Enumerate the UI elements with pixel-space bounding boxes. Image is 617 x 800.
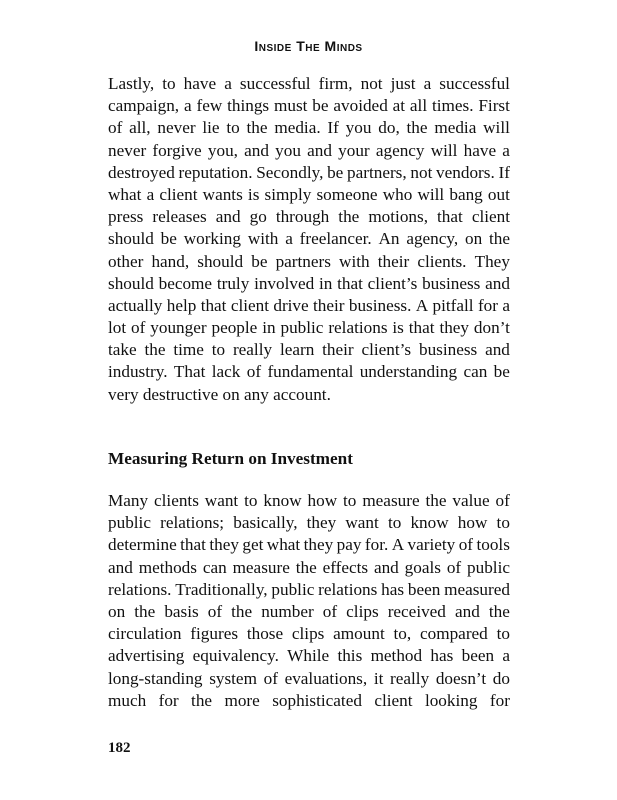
- word: tools: [476, 535, 510, 555]
- word: has: [430, 646, 454, 666]
- word: all: [409, 96, 428, 116]
- text-line: [108, 251, 510, 273]
- word: people: [211, 318, 258, 338]
- word: forgive: [152, 140, 202, 160]
- word: for: [489, 690, 510, 710]
- word: system: [209, 668, 257, 688]
- word: should: [108, 229, 154, 249]
- word: evaluations,: [284, 668, 368, 688]
- word: relations;: [160, 513, 225, 533]
- word: of: [446, 557, 462, 577]
- word: the: [488, 229, 510, 249]
- word: business: [422, 273, 481, 293]
- word: just: [390, 74, 416, 93]
- word: lack: [211, 362, 241, 382]
- word: be: [312, 96, 329, 116]
- word: things: [227, 96, 270, 116]
- word: at: [392, 96, 406, 116]
- word: must: [273, 96, 308, 116]
- word: has: [381, 579, 405, 599]
- word: methods: [138, 557, 197, 577]
- word: firm,: [318, 74, 353, 93]
- text-line: [108, 579, 510, 601]
- word: to,: [393, 624, 412, 644]
- word: they: [439, 318, 470, 338]
- word: have: [183, 74, 217, 93]
- word: relations: [318, 579, 378, 599]
- word: they: [303, 535, 334, 555]
- word: to: [244, 491, 258, 510]
- word: equivalency.: [192, 646, 279, 666]
- word: be: [160, 229, 177, 249]
- word: of: [131, 318, 146, 338]
- word: A: [391, 535, 405, 555]
- running-header: Inside The Minds: [254, 38, 363, 54]
- word: successful: [239, 74, 311, 93]
- word: received: [387, 601, 446, 621]
- word: on: [464, 229, 483, 249]
- word: client: [471, 207, 510, 227]
- word: not: [410, 162, 433, 182]
- text-line: [108, 273, 510, 295]
- word: the: [144, 340, 166, 360]
- word: a: [285, 229, 293, 249]
- word: A: [415, 295, 429, 315]
- word: should: [108, 273, 154, 293]
- word: involved: [254, 273, 315, 293]
- word: understanding: [359, 362, 458, 382]
- word: can: [463, 362, 488, 382]
- word: the: [134, 601, 156, 621]
- word: While: [287, 646, 330, 666]
- word: public: [271, 579, 315, 599]
- word: fundamental: [267, 362, 354, 382]
- word: through: [275, 207, 330, 227]
- word: you: [275, 140, 301, 160]
- word: that: [180, 535, 206, 555]
- word: those: [246, 624, 284, 644]
- word: and: [215, 207, 241, 227]
- word: want: [204, 491, 239, 510]
- word: long-standing: [108, 668, 203, 688]
- word: If: [498, 162, 510, 182]
- word: their: [377, 251, 410, 271]
- word: client’s: [367, 273, 418, 293]
- text-line: [108, 184, 510, 206]
- text-line: [108, 162, 510, 184]
- word: to: [226, 118, 240, 138]
- word: someone: [316, 184, 378, 204]
- word: clips: [291, 624, 325, 644]
- text-line: [108, 295, 510, 317]
- word: a: [423, 74, 432, 93]
- word: doesn’t: [435, 668, 487, 688]
- word: lot: [108, 318, 127, 338]
- word: actually: [108, 295, 163, 315]
- word: want: [345, 513, 379, 533]
- word: business.: [348, 295, 412, 315]
- word: their: [313, 295, 345, 315]
- word: and: [485, 273, 510, 293]
- word: a: [502, 646, 510, 666]
- word: industry.: [108, 362, 168, 382]
- word: how: [307, 491, 338, 510]
- word: for: [477, 295, 498, 315]
- word: been: [407, 579, 441, 599]
- word: avoided: [333, 96, 388, 116]
- text-line: [108, 361, 510, 383]
- word: for: [158, 690, 179, 710]
- word: should: [197, 251, 244, 271]
- word: have: [463, 140, 497, 160]
- word: number: [261, 601, 314, 621]
- word: other: [108, 251, 144, 271]
- word: sophisticated: [272, 690, 362, 710]
- word: that: [408, 318, 435, 338]
- text-line: [108, 206, 510, 228]
- paragraph-conclusion: [108, 73, 510, 406]
- word: is: [392, 318, 404, 338]
- word: releases: [152, 207, 207, 227]
- word: If: [327, 118, 339, 138]
- word: really: [232, 340, 273, 360]
- word: what: [108, 184, 142, 204]
- word: never: [108, 140, 147, 160]
- word: time: [173, 340, 204, 360]
- word: reputation.: [178, 162, 253, 182]
- text-line: [108, 512, 510, 534]
- word: do,: [378, 118, 400, 138]
- word: a: [146, 184, 155, 204]
- word: become: [158, 273, 213, 293]
- word: relations.: [108, 579, 172, 599]
- word: Many: [108, 491, 149, 510]
- text-line: [108, 690, 510, 712]
- word: to: [387, 513, 402, 533]
- text-line: [108, 601, 510, 623]
- text-line: [108, 534, 510, 556]
- word: client: [159, 184, 198, 204]
- word: to: [496, 513, 510, 533]
- word: media.: [274, 118, 321, 138]
- word: of: [322, 601, 338, 621]
- word: that: [200, 295, 227, 315]
- word: measured: [444, 579, 510, 599]
- word: in: [262, 318, 276, 338]
- word: the: [191, 690, 213, 710]
- word: looking: [424, 690, 478, 710]
- word: who: [382, 184, 413, 204]
- word: that: [337, 273, 363, 293]
- word: it: [373, 668, 384, 688]
- word: to: [211, 340, 226, 360]
- word: the: [425, 491, 447, 510]
- word: pay: [336, 535, 362, 555]
- word: First: [478, 96, 510, 116]
- word: bang: [449, 184, 483, 204]
- word: working: [183, 229, 241, 249]
- word: agency: [375, 140, 425, 160]
- word: on: [108, 601, 126, 621]
- word: measure: [232, 557, 290, 577]
- word: relations: [328, 318, 388, 338]
- word: times.: [431, 96, 474, 116]
- word: to: [496, 624, 510, 644]
- word: with: [339, 251, 370, 271]
- word: That: [173, 362, 206, 382]
- word: not: [360, 74, 383, 93]
- word: client: [374, 690, 413, 710]
- word: and: [244, 140, 269, 160]
- word: measure: [362, 491, 420, 510]
- word: a: [502, 140, 510, 160]
- word: don’t: [473, 318, 510, 338]
- word: the: [295, 557, 317, 577]
- word: the: [338, 207, 360, 227]
- word: really: [390, 668, 430, 688]
- word: younger: [150, 318, 207, 338]
- word: the: [246, 118, 268, 138]
- word: out: [487, 184, 510, 204]
- word: press: [108, 207, 144, 227]
- word: will: [430, 140, 458, 160]
- text-line: [108, 668, 510, 690]
- text-line: [108, 623, 510, 645]
- paragraph-measuring-roi: [108, 490, 510, 712]
- word: few: [196, 96, 223, 116]
- word: agency,: [406, 229, 459, 249]
- word: goals: [404, 557, 441, 577]
- word: a: [224, 74, 232, 93]
- word: you: [345, 118, 372, 138]
- word: effects: [322, 557, 369, 577]
- word: basis: [164, 601, 199, 621]
- word: of: [495, 491, 510, 510]
- word: basically,: [233, 513, 298, 533]
- word: take: [108, 340, 137, 360]
- word: wants: [202, 184, 243, 204]
- word: hand,: [151, 251, 190, 271]
- word: your: [338, 140, 370, 160]
- word: a: [502, 295, 510, 315]
- word: and: [485, 340, 510, 360]
- word: how: [457, 513, 488, 533]
- word: go: [249, 207, 267, 227]
- word: been: [461, 646, 495, 666]
- word: successful: [439, 74, 510, 93]
- word: media: [434, 118, 477, 138]
- word: advertising: [108, 646, 185, 666]
- page-number: 182: [108, 740, 131, 756]
- word: destroyed: [108, 162, 175, 182]
- word: help: [166, 295, 197, 315]
- word: simply: [264, 184, 312, 204]
- word: will: [417, 184, 445, 204]
- word: be: [493, 362, 510, 382]
- word: will: [483, 118, 510, 138]
- word: the: [231, 601, 253, 621]
- word: An: [378, 229, 400, 249]
- word: Traditionally,: [175, 579, 268, 599]
- word: clients: [154, 491, 199, 510]
- text-line: [108, 95, 510, 117]
- word: to: [162, 74, 176, 93]
- word: in: [318, 273, 333, 293]
- word: of: [108, 118, 123, 138]
- word: get: [242, 535, 264, 555]
- word: partners,: [347, 162, 407, 182]
- word: do: [492, 668, 510, 688]
- word: never: [157, 118, 196, 138]
- word: and: [307, 140, 332, 160]
- word: can: [202, 557, 227, 577]
- word: drive: [273, 295, 309, 315]
- word: much: [108, 690, 147, 710]
- word: campaign,: [108, 96, 180, 116]
- word: pitfall: [432, 295, 474, 315]
- word: Lastly,: [108, 74, 155, 93]
- word: and: [373, 557, 399, 577]
- text-line: [108, 339, 510, 361]
- word: the: [406, 118, 428, 138]
- word: and: [108, 557, 133, 577]
- word: they: [306, 513, 337, 533]
- word: partners: [275, 251, 331, 271]
- word: know: [410, 513, 449, 533]
- word: of: [458, 535, 474, 555]
- word: motions,: [368, 207, 428, 227]
- word: lie: [202, 118, 220, 138]
- word: determine: [108, 535, 177, 555]
- word: freelancer.: [299, 229, 372, 249]
- word: variety: [407, 535, 456, 555]
- word: learn: [279, 340, 315, 360]
- word: is: [247, 184, 260, 204]
- word: They: [474, 251, 510, 271]
- word: value: [452, 491, 490, 510]
- text-line: [108, 140, 510, 162]
- word: of: [207, 601, 223, 621]
- text-line: [108, 490, 510, 512]
- word: this: [337, 646, 363, 666]
- word: be: [327, 162, 344, 182]
- word: figures: [190, 624, 239, 644]
- text-line: [108, 228, 510, 250]
- word: clients.: [417, 251, 467, 271]
- text-line: [108, 73, 510, 95]
- word: for.: [364, 535, 389, 555]
- word: method: [370, 646, 423, 666]
- word: client: [230, 295, 269, 315]
- word: what: [266, 535, 301, 555]
- word: you,: [207, 140, 238, 160]
- word: public: [280, 318, 324, 338]
- word: vendors.: [436, 162, 495, 182]
- word: client’s: [361, 340, 412, 360]
- word: public: [467, 557, 510, 577]
- word: of: [246, 362, 262, 382]
- word: be: [251, 251, 268, 271]
- word: more: [224, 690, 260, 710]
- word: business: [418, 340, 478, 360]
- word: public: [108, 513, 151, 533]
- word: know: [263, 491, 302, 510]
- text-line: [108, 317, 510, 339]
- word: all,: [129, 118, 151, 138]
- text-line: [108, 117, 510, 139]
- text-line: [108, 645, 510, 667]
- text-line-last: very destructive on any account.: [108, 384, 331, 404]
- word: a: [183, 96, 192, 116]
- section-heading: Measuring Return on Investment: [108, 449, 353, 468]
- word: clips: [346, 601, 379, 621]
- word: of: [263, 668, 278, 688]
- word: Secondly,: [256, 162, 324, 182]
- word: amount: [333, 624, 385, 644]
- word: they: [209, 535, 239, 555]
- text-line: [108, 557, 510, 579]
- word: the: [488, 601, 510, 621]
- word: that: [437, 207, 463, 227]
- word: compared: [420, 624, 488, 644]
- word: truly: [216, 273, 250, 293]
- word: circulation: [108, 624, 182, 644]
- word: and: [454, 601, 480, 621]
- word: their: [322, 340, 354, 360]
- word: with: [247, 229, 279, 249]
- word: to: [343, 491, 357, 510]
